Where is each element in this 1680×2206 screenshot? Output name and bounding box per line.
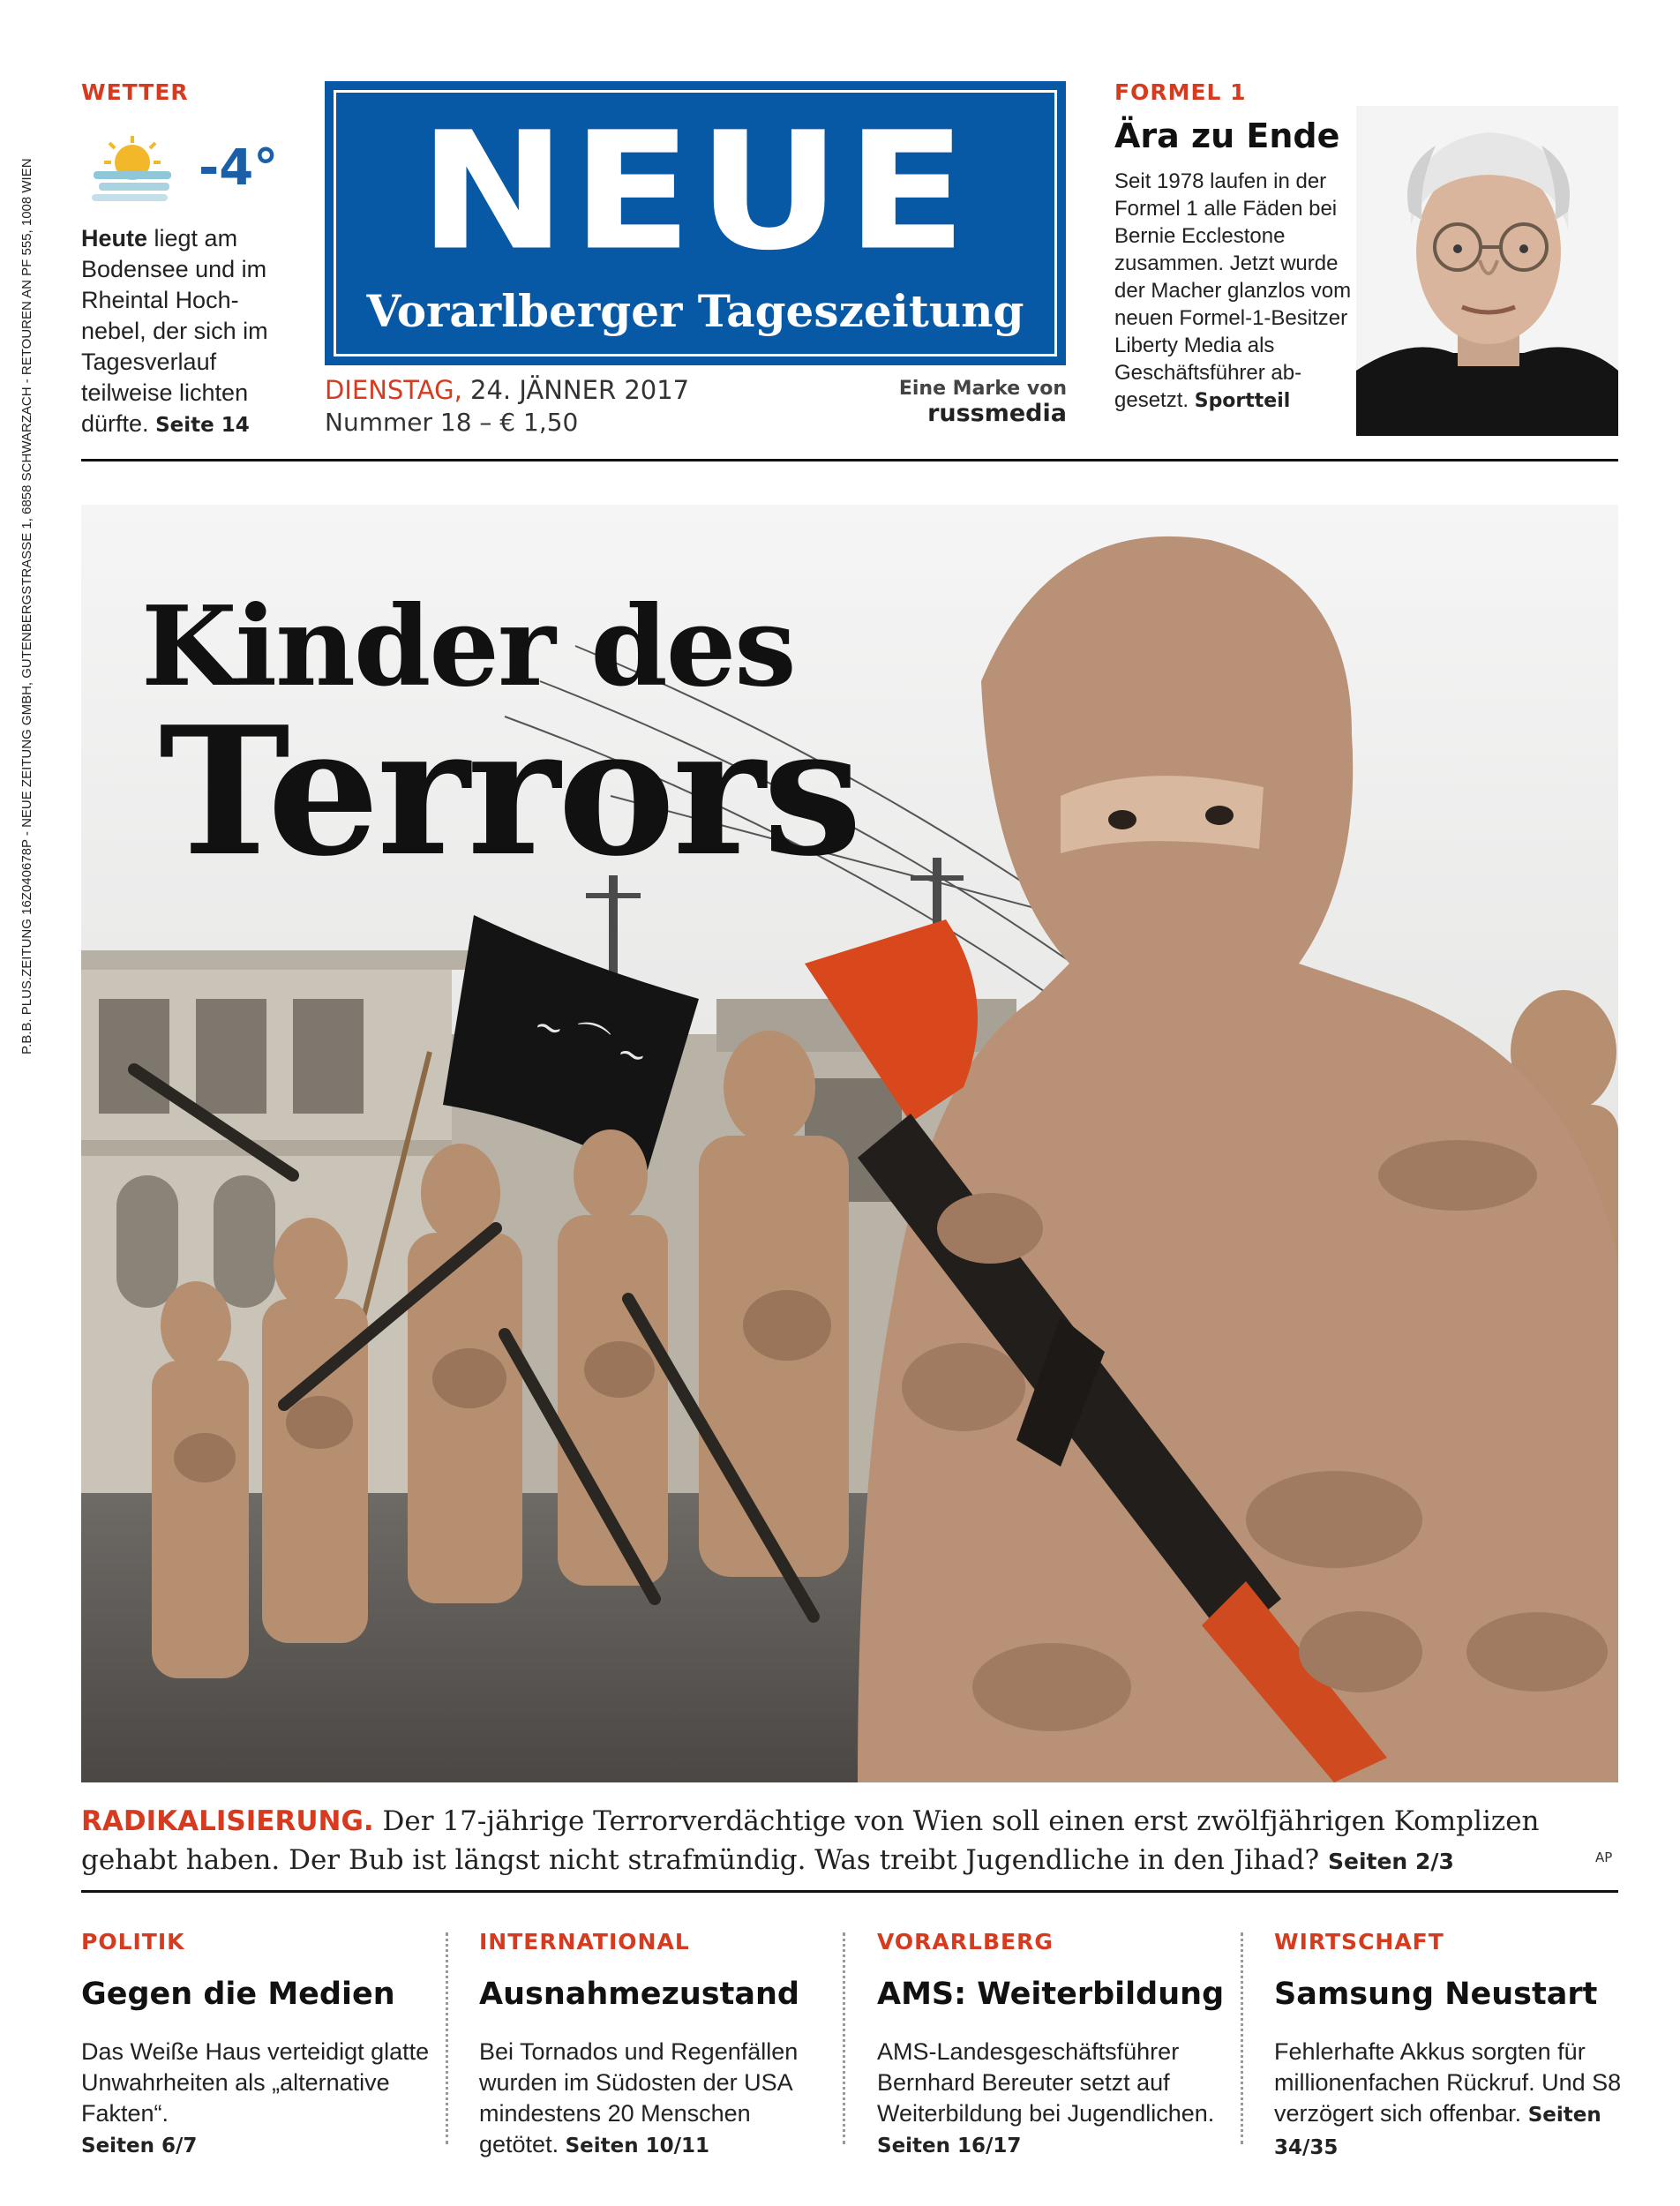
teaser-page-ref[interactable]: Seiten 10/11 xyxy=(565,2135,710,2157)
photo-credit: AP xyxy=(1595,1850,1613,1865)
teaser-body: AMS-Landesgeschäftsführer Bernhard Bereuter setzt auf Weiterbildung bei Jugendlichen. xyxy=(877,2038,1215,2127)
hero-caption xyxy=(81,1802,1618,1881)
teaser-divider xyxy=(81,1890,1618,1893)
weather-text xyxy=(81,223,293,441)
caption-text: Der 17-jährige Terrorverdächtige von Wien soll einen erst zwölfjährigen Komplizen gehabt haben. Der Bub ist längst nicht strafmündig. Was treibt Jugendliche in den Jihad? xyxy=(81,1805,1540,1876)
hero-headline-line1: Kinder des xyxy=(141,582,795,711)
teaser-body: Bei Tornados und Regenfällen wurden im Südosten der USA mindestens 20 Menschen getötet. xyxy=(479,2038,799,2157)
teaser-kicker: POLITIK xyxy=(81,1929,185,1955)
formel1-title[interactable]: Ära zu Ende xyxy=(1114,116,1340,155)
teaser-international[interactable] xyxy=(479,1929,836,2157)
weather-page-ref[interactable]: Seite 14 xyxy=(155,414,250,437)
formel1-page-ref[interactable]: Sportteil xyxy=(1194,390,1291,412)
issue-number: Nummer 18 – € 1,50 xyxy=(325,408,579,437)
formel1-text xyxy=(1114,168,1361,415)
teaser-text xyxy=(81,2037,434,2162)
teaser-kicker: INTERNATIONAL xyxy=(479,1929,690,1955)
teaser-title[interactable]: Samsung Neustart xyxy=(1274,1977,1598,2012)
postal-imprint: P.B.B. PLUS.ZEITUNG 16Z040678P - NEUE ZEITUNG GMBH, GUTENBERGSTRASSE 1, 6858 SCHWARZACH - RETOUREN AN PF 555, 1008 WIEN xyxy=(19,158,34,1054)
teaser-title[interactable]: AMS: Weiterbildung xyxy=(877,1977,1225,2012)
masthead-subtitle: Vorarlberger Tageszeitung xyxy=(366,285,1024,337)
teaser-kicker: VORARLBERG xyxy=(877,1929,1054,1955)
weather-lead: Heute xyxy=(81,225,148,251)
teaser-kicker: WIRTSCHAFT xyxy=(1274,1929,1444,1955)
teaser-text xyxy=(1274,2037,1627,2164)
teaser-politik[interactable] xyxy=(81,1929,439,2157)
weather-kicker: WETTER xyxy=(81,79,189,105)
hero-headline-line2: Terrors xyxy=(159,688,860,896)
teaser-vorarlberg[interactable] xyxy=(877,1929,1234,2157)
teaser-title[interactable]: Gegen die Medien xyxy=(81,1977,395,2012)
teaser-page-ref[interactable]: Seiten 6/7 xyxy=(81,2135,198,2157)
russmedia-logo: russmedia xyxy=(927,400,1067,427)
issue-date-text: 24. JÄNNER 2017 xyxy=(461,375,690,405)
masthead-frame xyxy=(334,90,1057,356)
teaser-title[interactable]: Ausnahmezustand xyxy=(479,1977,799,2012)
formel1-body: Seit 1978 laufen in der Formel 1 alle Fäden bei Bernie Ecclestone zusammen. Jetzt wurde der Macher glanzlos vom neuen Formel-1-Besitzer Liberty Media als Geschäftsführer abgesetzt. xyxy=(1114,169,1352,412)
teaser-body: Das Weiße Haus verteidigt glatte Unwahrheiten als „alternative Fakten“. xyxy=(81,2038,430,2127)
teaser-page-ref[interactable]: Seiten 16/17 xyxy=(877,2135,1022,2157)
weather-temperature: -4° xyxy=(199,139,279,197)
brand-line xyxy=(754,378,1067,427)
formel1-kicker: FORMEL 1 xyxy=(1114,79,1247,105)
teaser-text xyxy=(479,2037,832,2162)
teaser-body: Fehlerhafte Akkus sorgten für millionenfachen Rückruf. Und S8 verzögert sich offenbar. xyxy=(1274,2038,1622,2127)
brand-prefix: Eine Marke von xyxy=(898,378,1067,400)
issue-weekday: DIENSTAG, xyxy=(325,375,462,405)
weather-body: liegt am Bodensee und im Rheintal Hochnebel, der sich im Tagesverlauf teilweise lichten dürfte. xyxy=(81,225,268,437)
column-separator xyxy=(446,1932,448,2144)
column-separator xyxy=(843,1932,845,2144)
teaser-wirtschaft[interactable] xyxy=(1274,1929,1631,2159)
teaser-text xyxy=(877,2037,1230,2162)
header-divider xyxy=(81,459,1618,461)
masthead-logo: NEUE xyxy=(418,97,972,287)
caption-page-ref[interactable]: Seiten 2/3 xyxy=(1328,1849,1454,1874)
teaser-page-ref[interactable]: Seiten 34/35 xyxy=(1274,2104,1601,2159)
sun-fog-icon xyxy=(88,132,176,203)
column-separator xyxy=(1241,1932,1243,2144)
caption-lead: RADIKALISIERUNG. xyxy=(81,1805,374,1837)
svg-text:~ ⌒ ~: ~ ⌒ ~ xyxy=(528,1003,653,1079)
formel1-portrait-photo xyxy=(1356,106,1618,436)
masthead[interactable] xyxy=(325,81,1066,365)
issue-date xyxy=(325,375,689,405)
